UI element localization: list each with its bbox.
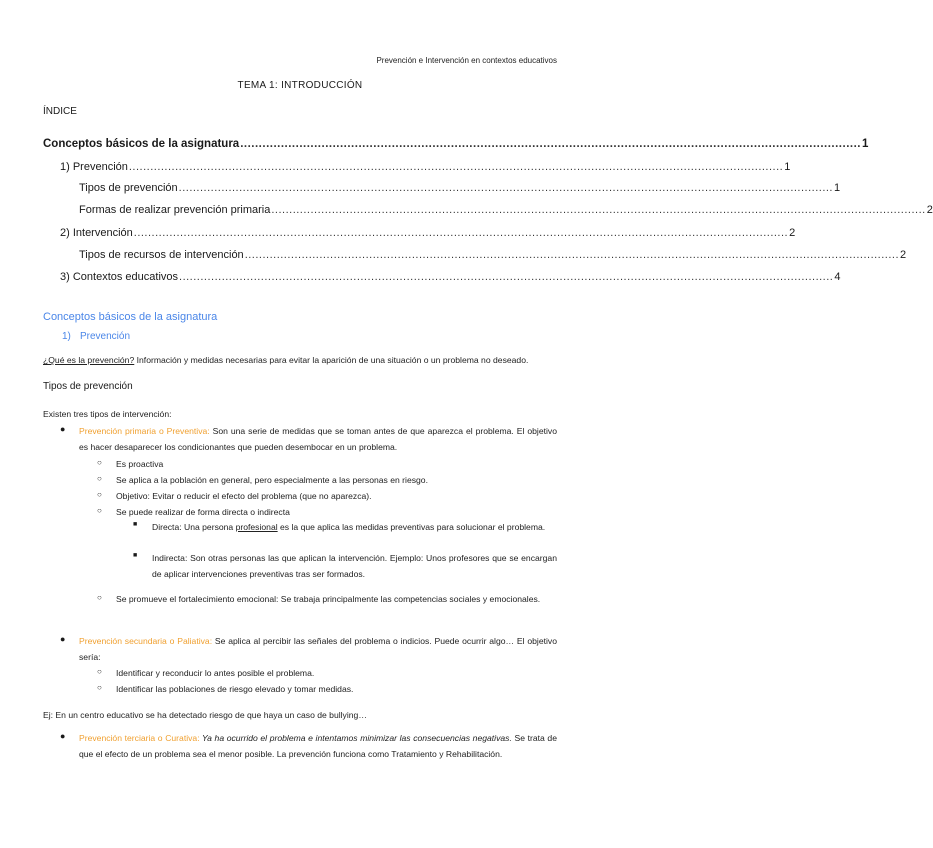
- tipos-heading: Tipos de prevención: [43, 381, 133, 392]
- bullet-dot: ●: [60, 731, 66, 741]
- primaria-item: Objetivo: Evitar o reducir el efecto del problema (que no aparezca).: [116, 491, 372, 501]
- toc-entry-text: Formas de realizar prevención primaria: [79, 204, 271, 216]
- directa-underlined: profesional: [235, 522, 278, 532]
- subsection-number: 1): [62, 331, 71, 342]
- index-heading: ÍNDICE: [43, 106, 77, 117]
- bullet-circle: ○: [97, 593, 102, 602]
- bullet-square: ■: [133, 521, 138, 528]
- primaria-item: Se puede realizar de forma directa o indirecta: [116, 507, 290, 517]
- toc-entry-text: Tipos de prevención: [79, 182, 178, 194]
- terciaria-label: Prevención terciaria o Curativa:: [79, 733, 200, 743]
- indirecta-paragraph: Indirecta: Son otras personas las que aplican la intervención. Ejemplo: Unos profesores que se encargan de aplicar intervenciones preventivas tras ser formados.: [152, 553, 557, 579]
- bullet-circle: ○: [97, 458, 102, 467]
- toc-entry-contextos[interactable]: [60, 271, 841, 283]
- secundaria-item: Identificar y reconducir lo antes posible el problema.: [116, 668, 315, 678]
- section-heading: Conceptos básicos de la asignatura: [43, 311, 218, 323]
- toc-page-number: 1: [784, 161, 791, 173]
- bullet-square: ■: [133, 552, 138, 559]
- document-title: TEMA 1: INTRODUCCIÓN: [237, 80, 363, 91]
- directa-text-a: Directa: Una persona: [152, 522, 236, 532]
- fortalecimiento-paragraph: Se promueve el fortalecimiento emocional: Se trabaja principalmente las competencias sociales y emocionales.: [116, 594, 541, 604]
- primaria-item: Se aplica a la población en general, pero especialmente a las personas en riesgo.: [116, 475, 428, 485]
- toc-entry-conceptos[interactable]: [43, 138, 869, 150]
- bullet-circle: ○: [97, 490, 102, 499]
- primaria-paragraph: [79, 424, 557, 455]
- toc-page-number: 4: [834, 271, 841, 283]
- secundaria-paragraph: [79, 634, 557, 665]
- toc-entry-formas-prevencion[interactable]: [79, 204, 933, 216]
- bullet-circle: ○: [97, 667, 102, 676]
- toc-entry-tipos-recursos[interactable]: [79, 249, 907, 261]
- definition-answer: Información y medidas necesarias para evitar la aparición de una situación o un problema no deseado.: [134, 355, 529, 365]
- toc-dots: ........................................................................................................................................................................................: [178, 182, 833, 194]
- example-paragraph: Ej: En un centro educativo se ha detectado riesgo de que haya un caso de bullying…: [43, 710, 367, 720]
- subsection-heading: Prevención: [80, 331, 131, 342]
- bullet-circle: ○: [97, 474, 102, 483]
- secundaria-item: Identificar las poblaciones de riesgo elevado y tomar medidas.: [116, 684, 354, 694]
- toc-entry-tipos-prevencion[interactable]: [79, 182, 841, 194]
- toc-entry-text: 2) Intervención: [60, 227, 133, 239]
- toc-page-number: 2: [900, 249, 907, 261]
- toc-page-number: 2: [789, 227, 796, 239]
- toc-dots: ........................................................................................................................................................................................: [128, 161, 784, 173]
- intro-text: Existen tres tipos de intervención:: [43, 409, 172, 419]
- terciaria-text: Se trata de que el efecto de un problema sea el menor posible. La prevención funciona como Tratamiento y Rehabilitación.: [79, 733, 557, 759]
- toc-dots: ........................................................................................................................................................................................: [244, 249, 900, 261]
- secundaria-text: Se aplica al percibir las señales del problema o indicios. Puede ocurrir algo… El objetivo sería:: [79, 636, 557, 662]
- toc-dots: ........................................................................................................................................................................................: [179, 271, 834, 283]
- toc-dots: ........................................................................................................................................................................: [240, 138, 861, 150]
- directa-paragraph: [152, 520, 557, 536]
- toc-entry-intervencion[interactable]: [60, 227, 796, 239]
- bullet-dot: ●: [60, 634, 66, 644]
- bullet-dot: ●: [60, 424, 66, 434]
- toc-page-number: 2: [926, 204, 933, 216]
- toc-dots: ........................................................................................................................................................................................: [133, 227, 789, 239]
- toc-page-number: 1: [861, 138, 869, 150]
- definition-paragraph: [43, 353, 563, 369]
- definition-question: ¿Qué es la prevención?: [43, 355, 135, 365]
- toc-entry-text: 3) Contextos educativos: [60, 271, 179, 283]
- bullet-circle: ○: [97, 683, 102, 692]
- toc-entry-text: Tipos de recursos de intervención: [79, 249, 244, 261]
- toc-entry-prevencion[interactable]: [60, 161, 791, 173]
- toc-entry-text: Conceptos básicos de la asignatura: [43, 138, 240, 150]
- terciaria-paragraph: [79, 731, 557, 762]
- primaria-label: Prevención primaria o Preventiva:: [79, 426, 210, 436]
- terciaria-italic: Ya ha ocurrido el problema e intentamos minimizar las consecuencias negativas.: [199, 733, 512, 743]
- bullet-circle: ○: [97, 506, 102, 515]
- secundaria-label: Prevención secundaria o Paliativa:: [79, 636, 213, 646]
- toc-page-number: 1: [834, 182, 841, 194]
- directa-text-b: es la que aplica las medidas preventivas para solucionar el problema.: [277, 522, 546, 532]
- running-header: Prevención e Intervención en contextos educativos: [376, 56, 557, 65]
- primaria-text: Son una serie de medidas que se toman antes de que aparezca el problema. El objetivo es hacer desaparecer los condicionantes que pueden desembocar en un problema.: [79, 426, 557, 452]
- toc-entry-text: 1) Prevención: [60, 161, 128, 173]
- primaria-item: Es proactiva: [116, 459, 164, 469]
- toc-dots: ........................................................................................................................................................................................: [271, 204, 926, 216]
